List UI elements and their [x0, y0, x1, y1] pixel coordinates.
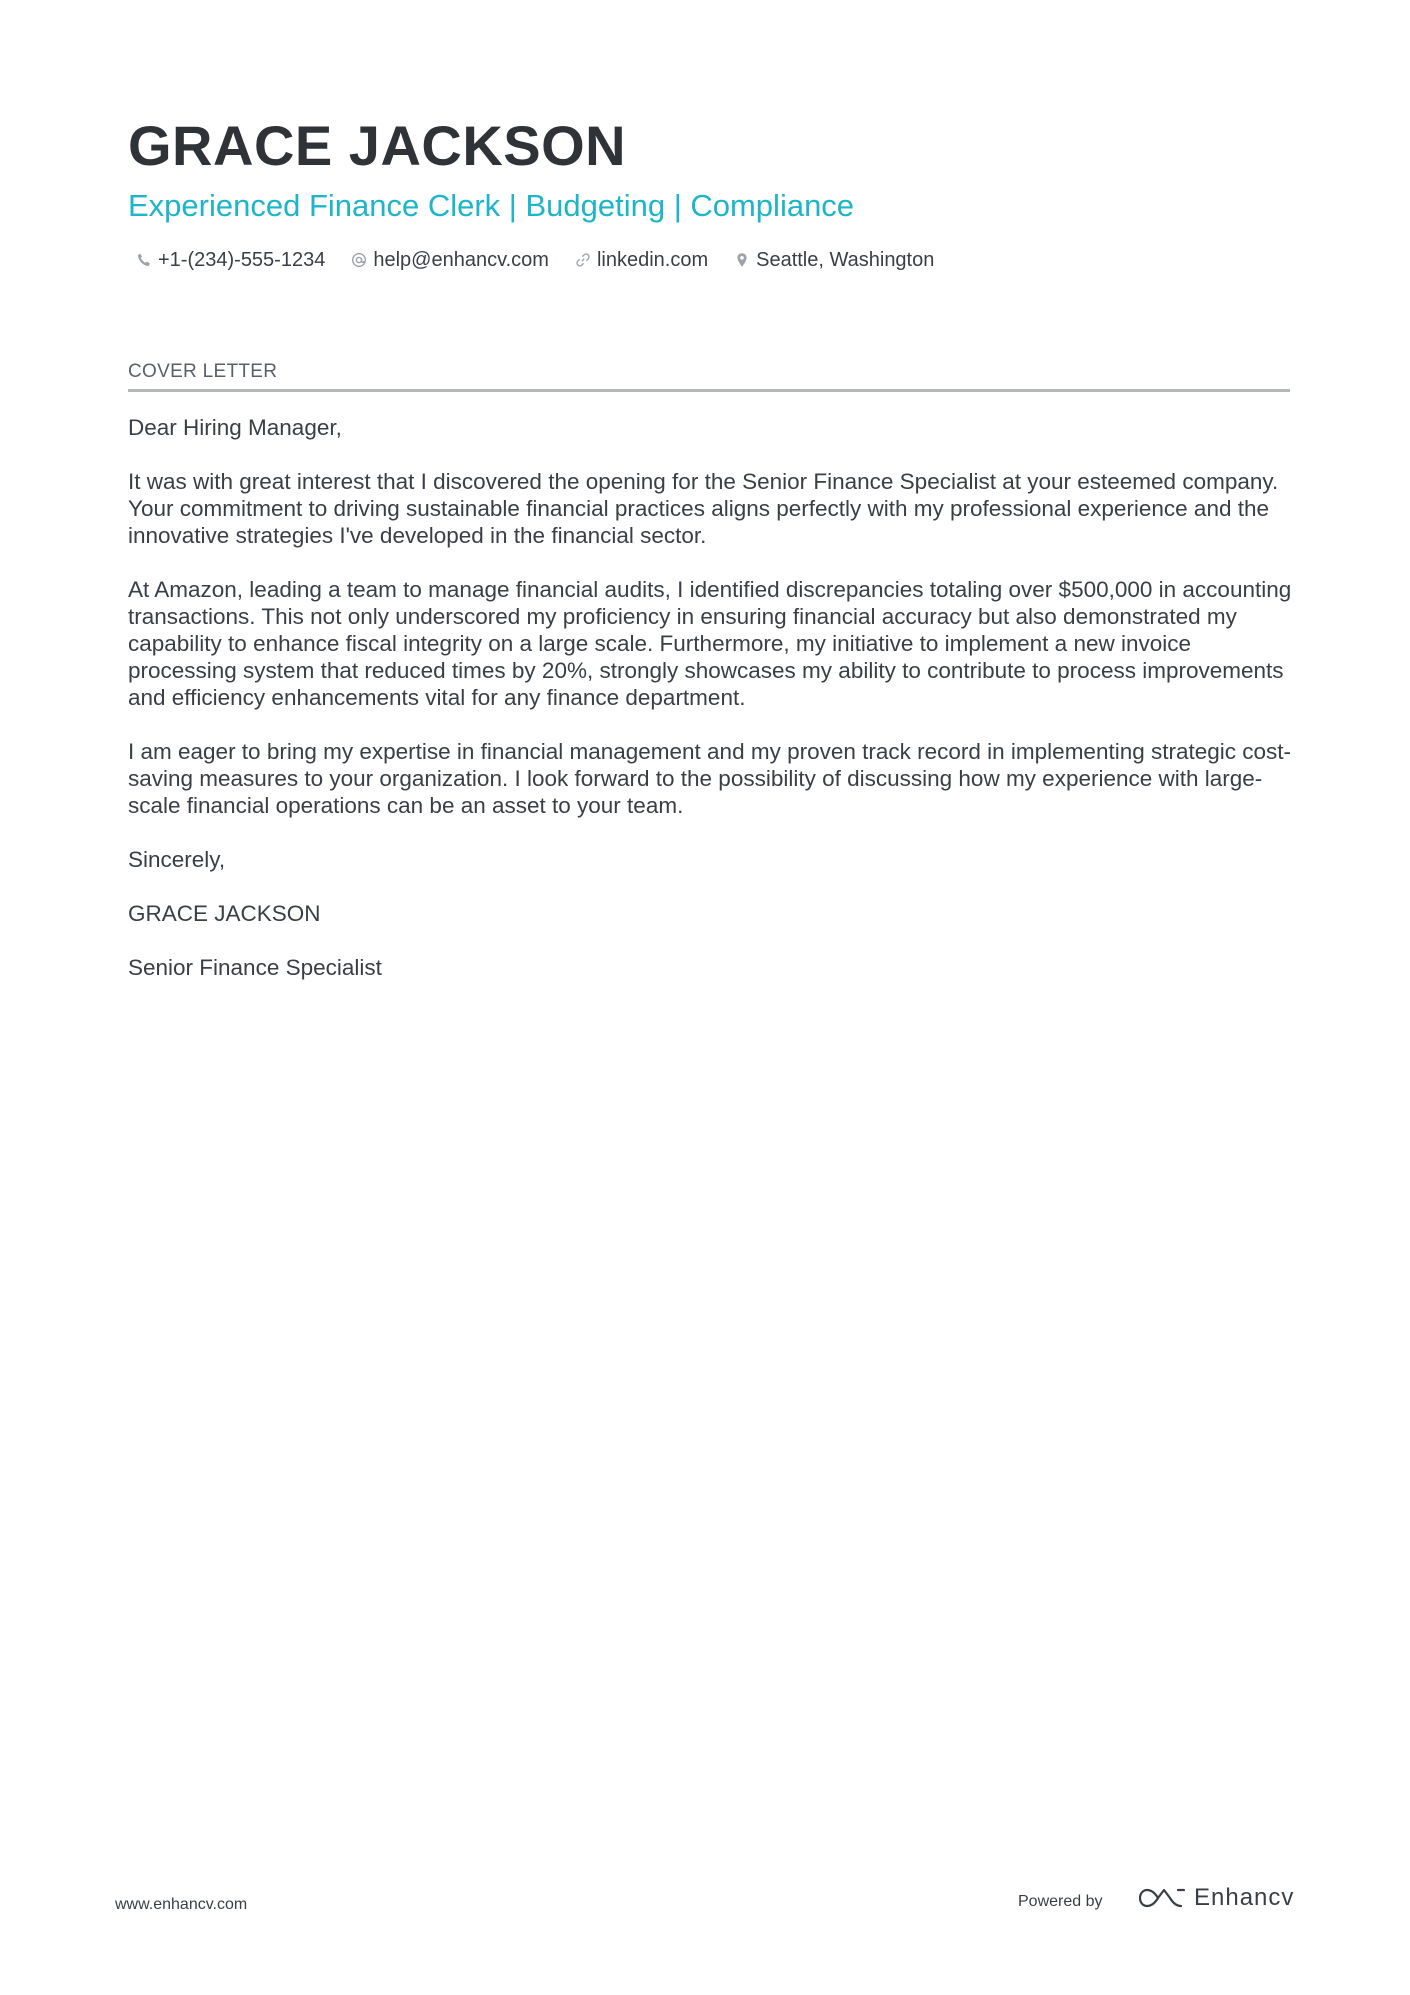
contact-bar [136, 246, 934, 274]
greeting: Dear Hiring Manager, [128, 415, 342, 440]
applicant-name: GRACE JACKSON [128, 114, 627, 177]
location-text: Seattle, Washington [756, 249, 935, 271]
signature-title: Senior Finance Specialist [128, 955, 382, 980]
contact-linkedin [575, 246, 708, 274]
location-icon [734, 252, 750, 268]
linkedin-text: linkedin.com [596, 249, 709, 271]
paragraph: At Amazon, leading a team to manage financial audits, I identified discrepancies totaling over $500,000 in accounting transactions. This not only underscored my proficiency in ensuring financial accuracy but also demonstrated my capability to enhance fiscal integrity on a large scale. Furthermore, my initiative to implement a new invoice processing system that reduced times by 20%, strongly showcases my ability to contribute to process improvements and efficiency enhancements vital for any finance department. [128, 577, 1292, 710]
brand-name: Enhancv [1194, 1884, 1295, 1911]
enhancv-logo-icon [1138, 1884, 1186, 1912]
footer-url[interactable]: www.enhancv.com [115, 1896, 248, 1913]
contact-phone [136, 246, 325, 274]
closing: Sincerely, [128, 847, 226, 872]
email-text: help@enhancv.com [373, 249, 549, 271]
contact-email [351, 246, 549, 274]
link-icon [575, 252, 591, 268]
at-icon [351, 252, 367, 268]
phone-icon [136, 252, 152, 268]
headline: Experienced Finance Clerk | Budgeting | Compliance [128, 188, 855, 223]
phone-text: +1-(234)-555-1234 [158, 249, 326, 271]
signature-name: GRACE JACKSON [128, 901, 321, 926]
contact-location [734, 246, 934, 274]
paragraph: I am eager to bring my expertise in financial management and my proven track record in implementing strategic cost-saving measures to your organization. I look forward to the possibility of discussing how my experience with large-scale financial operations can be an asset to your team. [128, 739, 1292, 818]
section-title: COVER LETTER [128, 359, 1290, 392]
letter-body [128, 414, 1298, 1008]
paragraph: It was with great interest that I discovered the opening for the Senior Finance Specialist at your esteemed company. Your commitment to driving sustainable financial practices aligns perfectly with my professional experience and the innovative strategies I've developed in the financial sector. [128, 469, 1279, 548]
brand-logo[interactable] [1138, 1884, 1294, 1912]
powered-by-label: Powered by [1018, 1893, 1103, 1910]
